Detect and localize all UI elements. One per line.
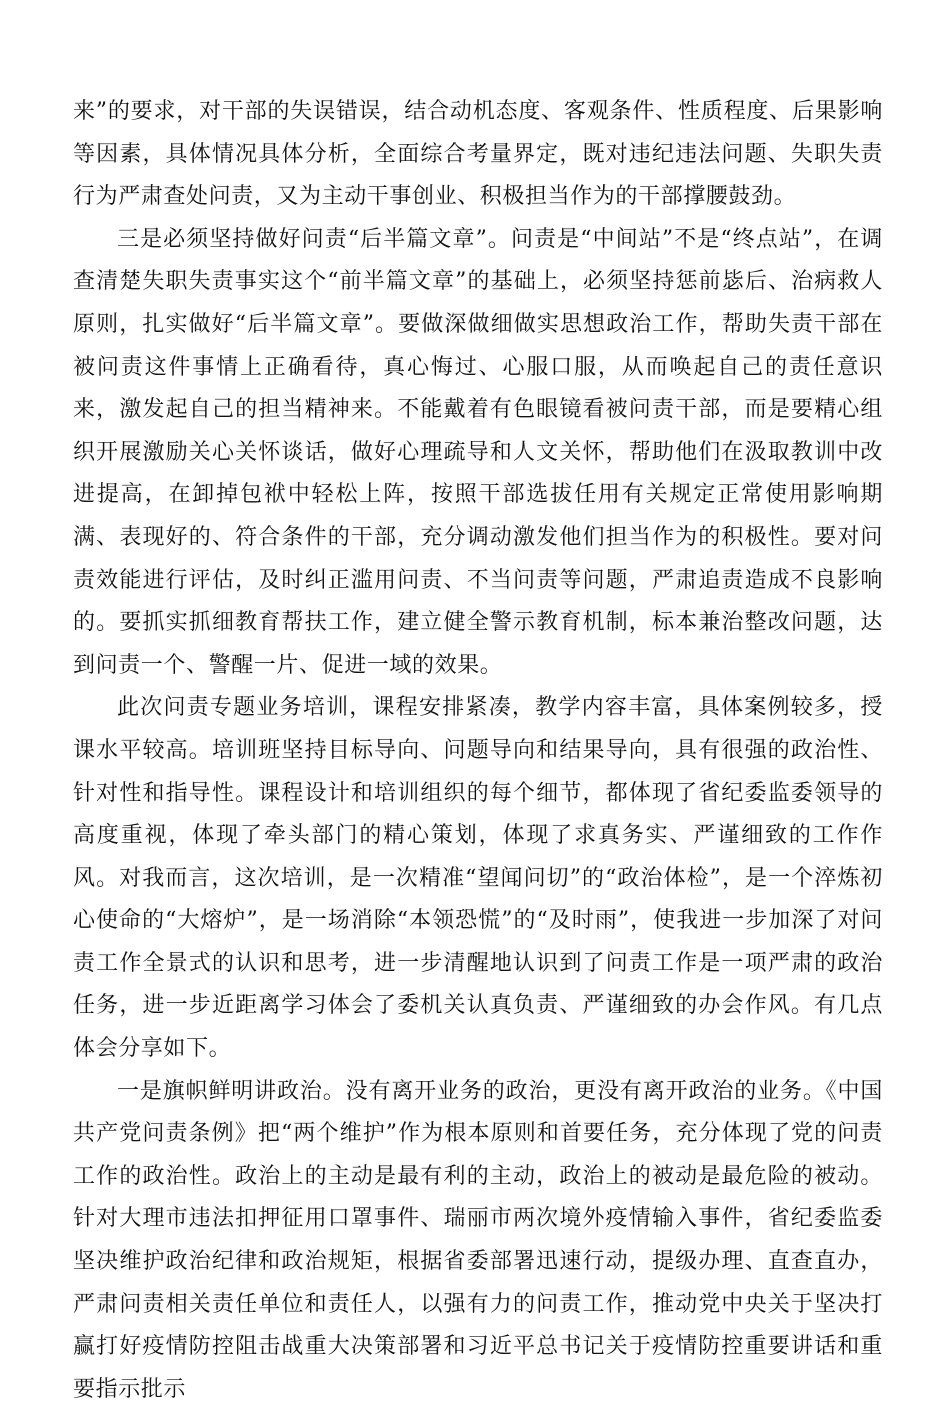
paragraph-3: 此次问责专题业务培训，课程安排紧凑，教学内容丰富，具体案例较多，授课水平较高。培训班坚持目标导向、问题导向和结果导向，具有很强的政治性、针对性和指导性。课程设计和培训组织的每个细节，都体现了省纪委监委领导的高度重视，体现了牵头部门的精心策划，体现了求真务实、严谨细致的工作作风。对我而言，这次培训，是一次精准“望闻问切”的“政治体检”，是一个淬炼初心使命的“大熔炉”，是一场消除“本领恐慌”的“及时雨”，使我进一步加深了对问责工作全景式的认识和思考，进一步清醒地认识到了问责工作是一项严肃的政治任务，进一步近距离学习体会了委机关认真负责、严谨细致的办会作风。有几点体会分享如下。 <box>73 695 883 1062</box>
paragraph-4: 一是旗帜鲜明讲政治。没有离开业务的政治，更没有离开政治的业务。《中国共产党问责条例》把“两个维护”作为根本原则和首要任务，充分体现了党的问责工作的政治性。政治上的主动是最有利的主动，政治上的被动是最危险的被动。针对大理市违法扣押征用口罩事件、瑞丽市两次境外疫情输入事件，省纪委监委坚决维护政治纪律和政治规矩，根据省委部署迅速行动，提级办理、直查直办，严肃问责相关责任单位和责任人，以强有力的问责工作，推动党中央关于坚决打赢打好疫情防控阻击战重大决策部署和习近平总书记关于疫情防控重要讲话和重要指示批示 <box>73 1078 883 1402</box>
paragraph-2: 三是必须坚持做好问责“后半篇文章”。问责是“中间站”不是“终点站”，在调查清楚失职失责事实这个“前半篇文章”的基础上，必须坚持惩前毖后、治病救人原则，扎实做好“后半篇文章”。要做深做细做实思想政治工作，帮助失责干部在被问责这件事情上正确看待，真心悔过、心服口服，从而唤起自己的责任意识来，激发起自己的担当精神来。不能戴着有色眼镜看被问责干部，而是要精心组织开展激励关心关怀谈话，做好心理疏导和人文关怀，帮助他们在汲取教训中改进提高，在卸掉包袱中轻松上阵，按照干部选拔任用有关规定正常使用影响期满、表现好的、符合条件的干部，充分调动激发他们担当作为的积极性。要对问责效能进行评估，及时纠正滥用问责、不当问责等问题，严肃追责造成不良影响的。要抓实抓细教育帮扶工作，建立健全警示教育机制，标本兼治整改问题，达到问责一个、警醒一片、促进一域的效果。 <box>73 226 883 678</box>
paragraph-1: 来”的要求，对干部的失误错误，结合动机态度、客观条件、性质程度、后果影响等因素，具体情况具体分析，全面综合考量界定，既对违纪违法问题、失职失责行为严肃查处问责，又为主动干事创业、积极担当作为的干部撑腰鼓劲。 <box>73 99 883 210</box>
document-body <box>73 91 883 1411</box>
